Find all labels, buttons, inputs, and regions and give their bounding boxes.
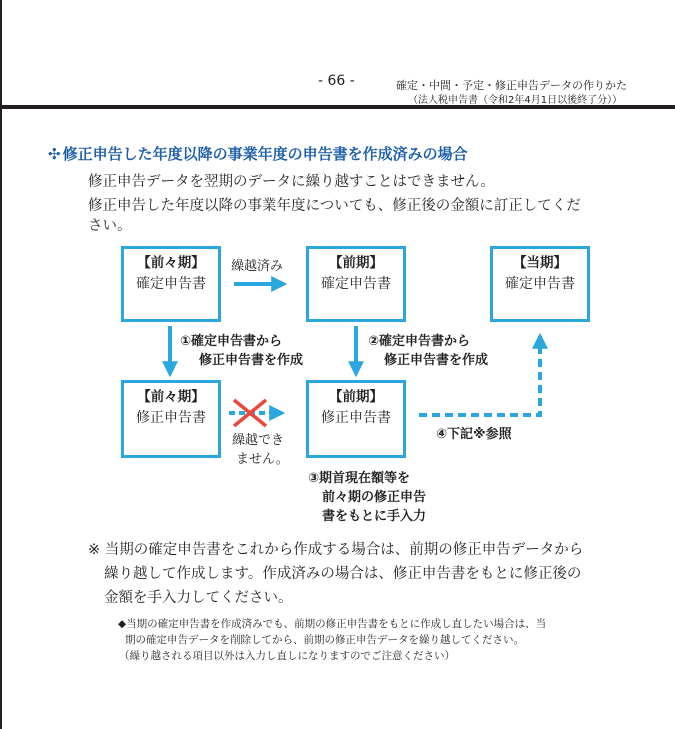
box-zenki-shusei (306, 380, 406, 458)
box-zenzenki-shusei (121, 380, 221, 458)
box-subtitle: 確定申告書 (321, 276, 391, 292)
flower-bullet-icon: ✣ (48, 145, 61, 163)
small-note-line-1: ◆当期の確定申告書を作成済みでも、前期の修正申告書をもとに作成し直したい場合は、当 (118, 618, 547, 630)
label-step3-line2: 前々期の修正申告 (322, 490, 427, 505)
label-step2-line2: 修正申告書を作成 (384, 353, 489, 368)
paragraph-1: 修正申告データを翌期のデータに繰り越すことはできません。 (88, 174, 495, 190)
header-title: 確定・中間・予定・修正申告データの作りかた (396, 79, 627, 92)
label-step1-line2: 修正申告書を作成 (199, 353, 304, 368)
note-line-2: 繰り越して作成します。作成済みの場合は、修正申告書をもとに修正後の (104, 566, 582, 582)
box-zenki-kakutei (306, 246, 406, 322)
box-subtitle: 確定申告書 (136, 276, 206, 292)
label-carryover-done: 繰越済み (231, 259, 284, 274)
header-subtitle: （法人税申告書（令和2年4月1日以後終了分）） (408, 95, 623, 106)
label-step4: ④下記※参照 (436, 427, 512, 442)
label-step3-line3: 書をもとに手入力 (322, 509, 427, 524)
box-touki-kakutei (490, 246, 590, 322)
page-number: - 66 - (318, 73, 355, 89)
section-heading-text: 修正申告した年度以降の事業年度の申告書を作成済みの場合 (62, 145, 468, 163)
box-title: 【前期】 (329, 255, 383, 271)
small-note-line-3: （繰り越される項目以外は入力し直しになりますのでご注意ください） (119, 650, 455, 662)
paragraph-2-line-1: 修正申告した年度以降の事業年度についても、修正後の金額に訂正してくだ (88, 198, 581, 214)
box-title: 【当期】 (513, 255, 567, 271)
box-zenzenki-kakutei (121, 246, 221, 322)
note-line-3: 金額を手入力してください。 (104, 590, 293, 606)
note-line-1: ※ 当期の確定申告書をこれから作成する場合は、前期の修正申告データから (88, 542, 584, 558)
box-title: 【前期】 (329, 389, 383, 405)
label-cannot-carry-line1: 繰越でき (232, 433, 285, 448)
box-title: 【前々期】 (137, 389, 205, 405)
box-subtitle: 修正申告書 (321, 410, 391, 426)
paragraph-2-line-2: さい。 (88, 218, 132, 234)
label-step2-line1: ②確定申告書から (368, 334, 471, 349)
label-cannot-carry-line2: ません。 (236, 452, 289, 467)
box-subtitle: 確定申告書 (505, 276, 575, 292)
label-step3-line1: ③期首現在額等を (308, 471, 411, 486)
small-note-line-2: 期の確定申告データを削除してから、前期の修正申告データを繰り越してください。 (125, 634, 524, 646)
box-subtitle: 修正申告書 (136, 410, 206, 426)
box-title: 【前々期】 (137, 255, 205, 271)
label-step1-line1: ①確定申告書から (180, 334, 283, 349)
